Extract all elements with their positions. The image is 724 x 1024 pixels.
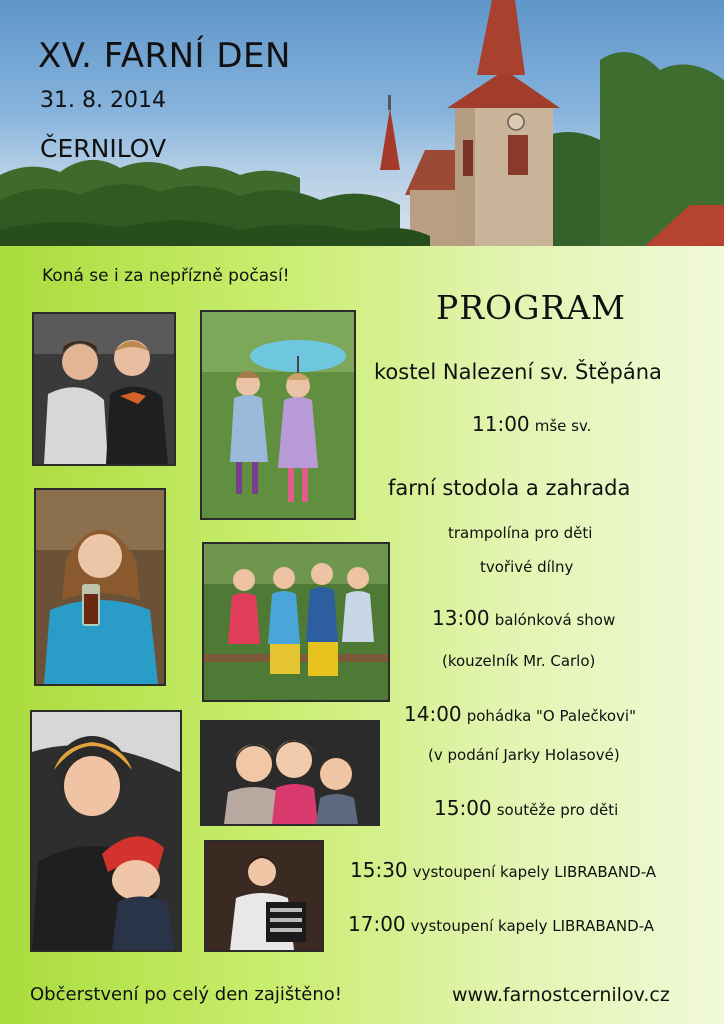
item-1300-text: balónková show [494, 611, 616, 629]
item-1530-text: vystoupení kapely LIBRABAND-A [412, 863, 657, 881]
item-1300 [432, 606, 615, 630]
photo-woman-with-child [30, 710, 182, 952]
venue-church: kostel Nalezení sv. Štěpána [374, 360, 662, 384]
photo-woman-with-beer [34, 488, 166, 686]
event-date: 31. 8. 2014 [40, 88, 166, 113]
item-1300-note: (kouzelník Mr. Carlo) [442, 652, 596, 670]
item-1400-note: (v podání Jarky Holasové) [428, 746, 620, 764]
item-1530-time: 15:30 [350, 858, 408, 882]
item-1700 [348, 912, 654, 936]
item-1500-time: 15:00 [434, 796, 492, 820]
photo-girl-accordion [204, 840, 324, 952]
item-1530 [350, 858, 656, 882]
item-1500-text: soutěže pro děti [496, 801, 619, 819]
photo-four-girls-bench [202, 542, 390, 702]
website-link[interactable]: www.farnostcernilov.cz [452, 984, 670, 1006]
event-place: ČERNILOV [40, 134, 167, 163]
item-1300-time: 13:00 [432, 606, 490, 630]
venue-barn-garden: farní stodola a zahrada [388, 476, 631, 500]
item-1100 [472, 412, 591, 436]
program-title: PROGRAM [436, 288, 626, 327]
item-1700-time: 17:00 [348, 912, 406, 936]
item-dilny: tvořivé dílny [480, 558, 574, 576]
item-1100-time: 11:00 [472, 412, 530, 436]
event-title: XV. FARNÍ DEN [38, 36, 291, 76]
item-1500 [434, 796, 618, 820]
refreshments-note: Občerstvení po celý den zajištěno! [30, 984, 343, 1005]
item-1400-time: 14:00 [404, 702, 462, 726]
item-1700-text: vystoupení kapely LIBRABAND-A [410, 917, 655, 935]
photo-girls-umbrella [200, 310, 356, 520]
item-1400-text: pohádka "O Palečkovi" [466, 707, 636, 725]
item-1400 [404, 702, 636, 726]
item-1100-text: mše sv. [534, 417, 592, 435]
weather-note: Koná se i za nepřízně počasí! [42, 266, 290, 286]
item-trampolina: trampolína pro děti [448, 524, 593, 542]
header-photo [0, 0, 724, 246]
photo-three-women [200, 720, 380, 826]
photo-two-boys [32, 312, 176, 466]
